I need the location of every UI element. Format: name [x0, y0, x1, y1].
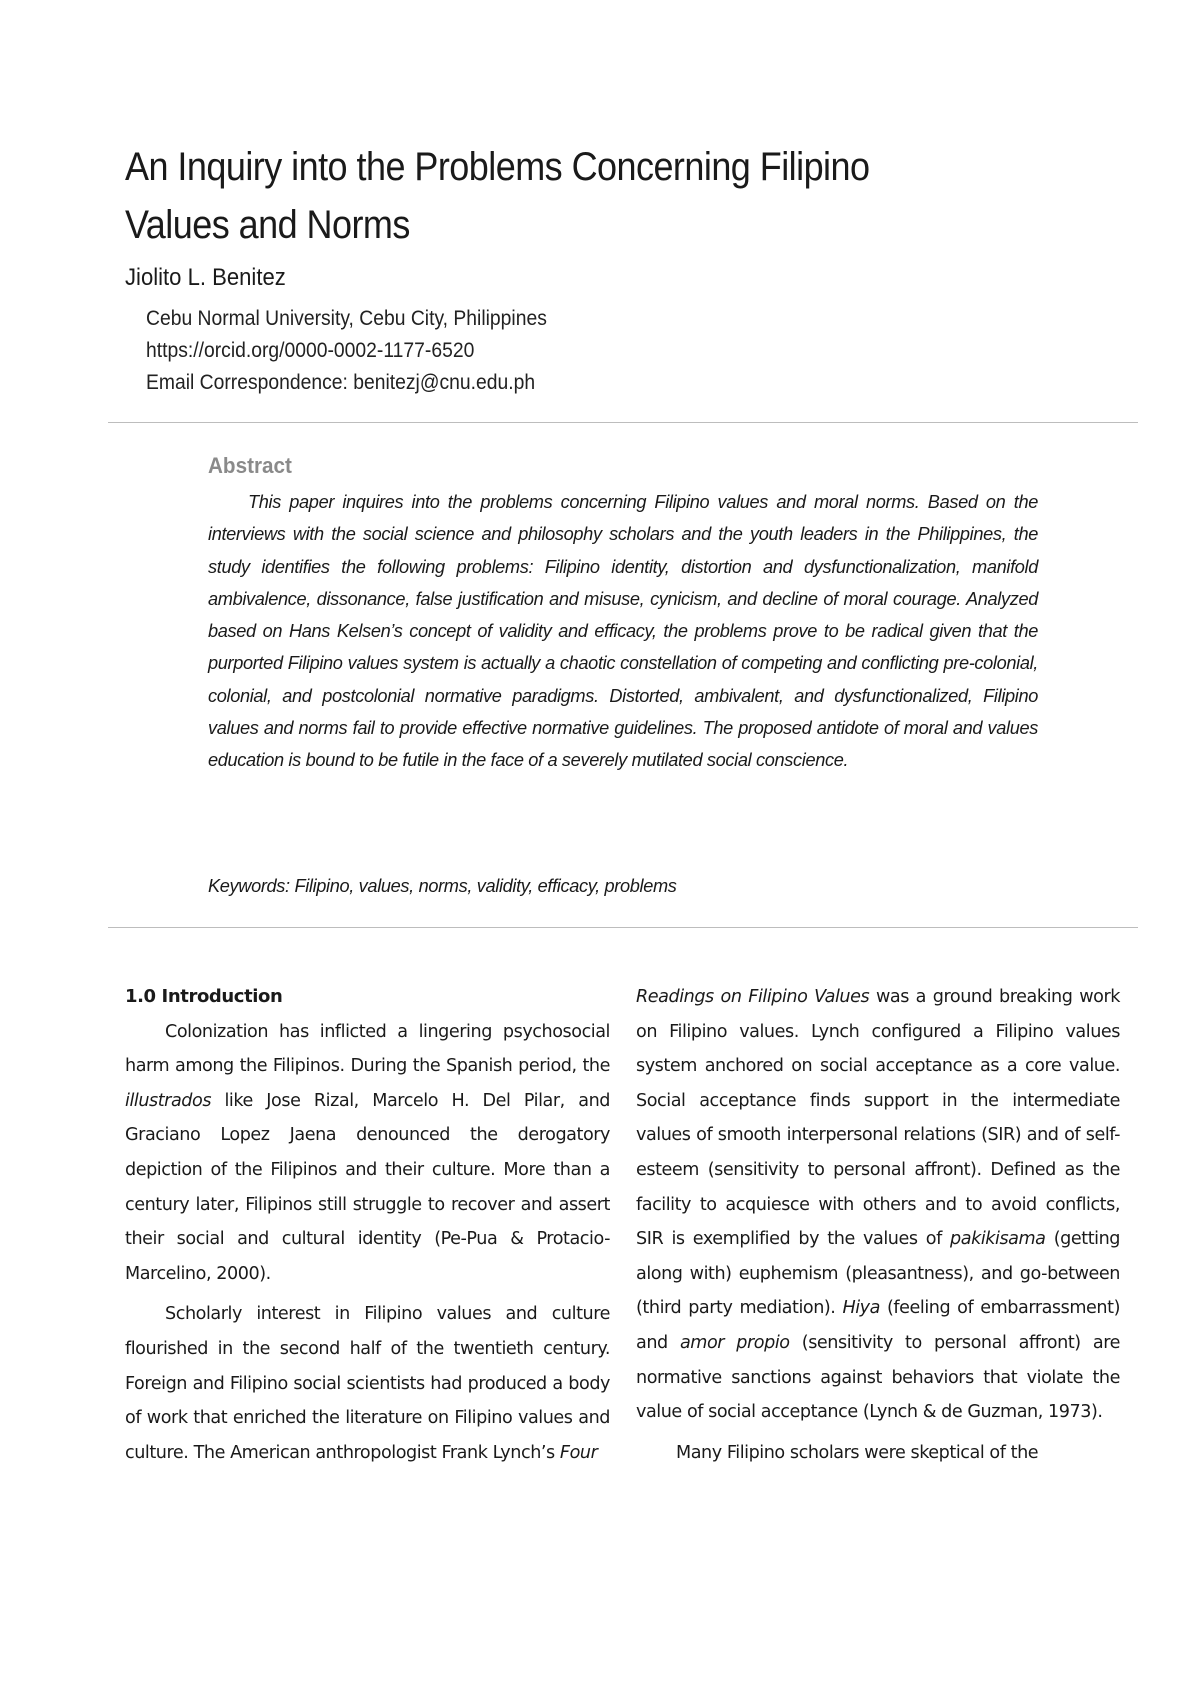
intro-paragraph-1	[125, 1015, 610, 1292]
divider-bottom	[108, 927, 1138, 928]
keywords: Keywords: Filipino, values, norms, validity, efficacy, problems	[208, 876, 677, 896]
term-amor-propio: amor propio	[679, 1332, 790, 1353]
book-title-italic: Readings on Filipino Values	[636, 987, 870, 1007]
column-left	[125, 980, 610, 1470]
divider-top	[108, 422, 1138, 423]
email-correspondence[interactable]: Email Correspondence: benitezj@cnu.edu.ph	[146, 371, 536, 394]
abstract-heading: Abstract	[208, 453, 292, 478]
right-p1-text-d: (sensitivity to personal affront) are normative sanctions against behaviors that violate the value of social acceptance (Lynch & de Guzman, 1973).	[636, 1332, 1120, 1423]
intro-p1-text-a: Colonization has inflicted a lingering psychosocial harm among the Filipinos. During the Spanish period, the	[125, 1021, 610, 1077]
term-hiya: Hiya	[842, 1298, 880, 1319]
author-affiliation-block	[146, 303, 547, 399]
intro-paragraph-2	[125, 1297, 610, 1470]
paper-title	[125, 138, 1025, 254]
title-line-2: Values and Norms	[125, 203, 410, 247]
intro-p2-text-a: Scholarly interest in Filipino values and culture flourished in the second half of the twentieth century. Foreign and Filipino social scientists had produced a body of work that enriched the literature on Filipino values and culture. The American anthropologist Frank Lynch’s	[125, 1304, 610, 1463]
title-line-1: An Inquiry into the Problems Concerning Filipino	[125, 145, 870, 189]
column-right	[636, 980, 1120, 1470]
intro-p1-text-b: like Jose Rizal, Marcelo H. Del Pilar, and Graciano Lopez Jaena denounced the derogatory depiction of the Filipinos and their culture. More than a century later, Filipinos still struggle to recover and assert their social and cultural identity (Pe-Pua & Protacio-Marcelino, 2000).	[125, 1090, 610, 1284]
right-p1-text-b: (getting along with) euphemism (pleasantness), and go-between (third party mediation).	[636, 1229, 1120, 1319]
abstract-body: This paper inquires into the problems concerning Filipino values and moral norms. Based on the interviews with the social science and philosophy scholars and the youth leaders in the Philippines, the study identifies the following problems: Filipino identity, distortion and dysfunctionalization, manifold ambivalence, dissonance, false justification and misuse, cynicism, and decline of moral courage. Analyzed based on Hans Kelsen’s concept of validity and efficacy, the problems prove to be radical given that the purported Filipino values system is actually a chaotic constellation of competing and conflicting pre-colonial, colonial, and postcolonial normative paradigms. Distorted, ambivalent, and dysfunctionalized, Filipino values and norms fail to provide effective normative guidelines. The proposed antidote of moral and values education is bound to be futile in the face of a severely mutilated social conscience.	[208, 492, 1038, 771]
right-p1-text-c: (feeling of embarrassment) and	[636, 1298, 1120, 1353]
author-name: Jiolito L. Benitez	[125, 264, 286, 291]
term-pakikisama: pakikisama	[950, 1229, 1046, 1250]
intro-p1-italic: illustrados	[125, 1090, 212, 1111]
right-p1-text-a: was a ground breaking work on Filipino values. Lynch configured a Filipino values system anchored on social acceptance as a core value. Social acceptance finds support in the intermediate values of smooth interpersonal relations (SIR) and of self-esteem (sensitivity to personal affront). Defined as the facility to acquiesce with others and to avoid conflicts, SIR is exemplified by the values of	[636, 987, 1120, 1250]
intro-paragraph-3: Many Filipino scholars were skeptical of the	[676, 1442, 1039, 1463]
orcid-link[interactable]: https://orcid.org/0000-0002-1177-6520	[146, 339, 475, 362]
intro-paragraph-2-continued	[636, 980, 1120, 1430]
intro-p2-italic: Four	[559, 1442, 598, 1463]
section-heading-introduction: 1.0 Introduction	[125, 986, 283, 1007]
affiliation: Cebu Normal University, Cebu City, Philippines	[146, 307, 547, 330]
